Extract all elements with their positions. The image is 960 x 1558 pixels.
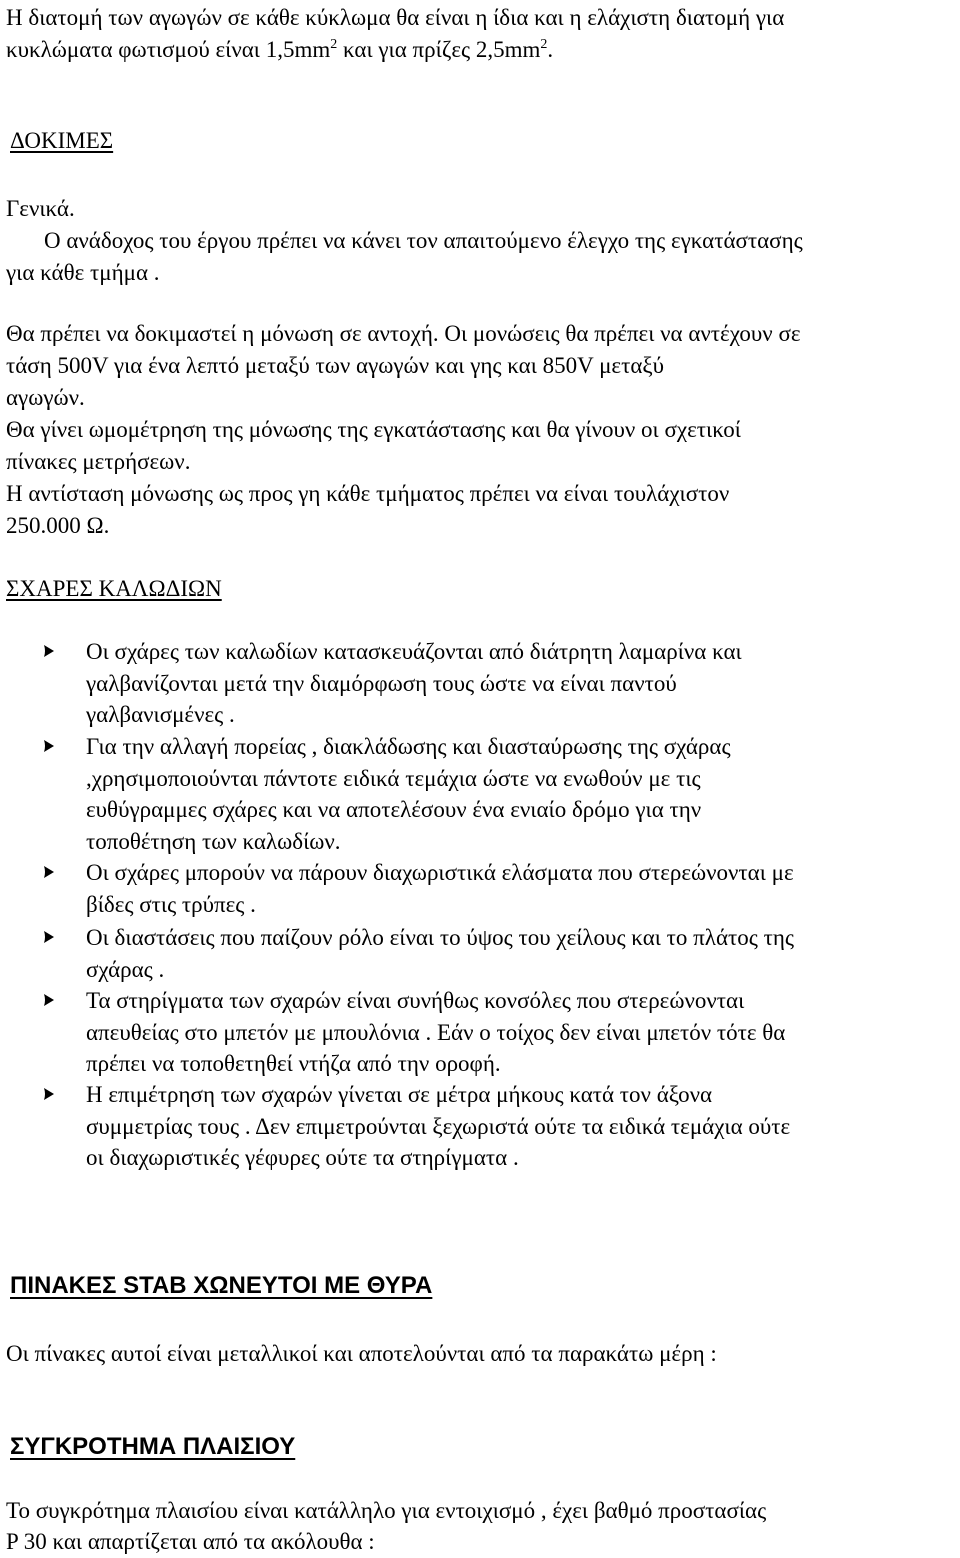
bullet-text-line: ,χρησιμοποιούνται πάντοτε ειδικά τεμάχια ώστε να ενωθούν με τις: [86, 766, 701, 791]
bullet-text-line: Η επιμέτρηση των σχαρών γίνεται σε μέτρα μήκους κατά τον άξονα: [86, 1082, 713, 1107]
tests-paragraph-3-line-1: Θα γίνει ωμομέτρηση της μόνωσης της εγκατάστασης και θα γίνουν οι σχετικοί: [6, 417, 741, 442]
bullet-icon: [42, 930, 56, 944]
intro-line-2-c: .: [547, 37, 554, 62]
bullet-icon: [42, 865, 56, 879]
bullet-icon: [42, 644, 56, 658]
bullet-text-line: Οι σχάρες μπορούν να πάρουν διαχωριστικά ελάσματα που στερεώνονται με: [86, 860, 794, 885]
tests-paragraph-3-line-2: πίνακες μετρήσεων.: [6, 449, 191, 474]
tests-paragraph-2-line-3: αγωγών.: [6, 385, 85, 410]
bullet-text-line: τοποθέτηση των καλωδίων.: [86, 829, 341, 854]
frame-heading: ΣΥΓΚΡΟΤΗΜΑ ΠΛΑΙΣΙΟΥ: [10, 1433, 296, 1460]
bullet-text-line: Για την αλλαγή πορείας , διακλάδωσης και διασταύρωσης της σχάρας: [86, 734, 731, 759]
bullet-text-line: συμμετρίας τους . Δεν επιμετρούνται ξεχωριστά ούτε τα ειδικά τεμάχια ούτε: [86, 1114, 791, 1139]
intro-line-2-b: και για πρίζες 2,5mm: [337, 37, 541, 62]
superscript-2: 2: [540, 37, 548, 52]
bullet-text-line: πρέπει να τοποθετηθεί ντήζα από την οροφή.: [86, 1051, 501, 1076]
intro-line-2-a: κυκλώματα φωτισμού είναι 1,5mm: [6, 37, 331, 62]
bullet-text-line: Οι διαστάσεις που παίζουν ρόλο είναι το ύψος του χείλους και το πλάτος της: [86, 925, 794, 950]
bullet-icon: [42, 1087, 56, 1101]
tests-paragraph-1-line-2: για κάθε τμήμα .: [6, 260, 160, 285]
general-label: Γενικά.: [6, 196, 75, 221]
bullet-text-line: Οι σχάρες των καλωδίων κατασκευάζονται από διάτρητη λαμαρίνα και: [86, 639, 742, 664]
bullet-text-line: γαλβανίζονται μετά την διαμόρφωση τους ώστε να είναι παντού: [86, 671, 677, 696]
trays-heading: ΣΧΑΡΕΣ ΚΑΛΩΔΙΩΝ: [6, 576, 222, 601]
bullet-text-line: απευθείας στο μπετόν με μπουλόνια . Εάν ο τοίχος δεν είναι μπετόν τότε θα: [86, 1020, 786, 1045]
tests-paragraph-2-line-1: Θα πρέπει να δοκιμαστεί η μόνωση σε αντοχή. Οι μονώσεις θα πρέπει να αντέχουν σε: [6, 321, 801, 346]
panels-heading: ΠΙΝΑΚΕΣ STAB ΧΩΝΕΥΤΟΙ ΜΕ ΘΥΡΑ: [10, 1272, 433, 1299]
panels-text: Οι πίνακες αυτοί είναι μεταλλικοί και αποτελούνται από τα παρακάτω μέρη :: [6, 1341, 717, 1366]
frame-line-1: Το συγκρότημα πλαισίου είναι κατάλληλο για εντοιχισμό , έχει βαθμό προστασίας: [6, 1498, 767, 1523]
bullet-text-line: γαλβανισμένες .: [86, 702, 235, 727]
intro-line-1: Η διατομή των αγωγών σε κάθε κύκλωμα θα είναι η ίδια και η ελάχιστη διατομή για: [6, 5, 785, 30]
frame-line-2: P 30 και απαρτίζεται από τα ακόλουθα :: [6, 1529, 375, 1554]
tests-paragraph-2-line-2: τάση 500V για ένα λεπτό μεταξύ των αγωγών και γης και 850V μεταξύ: [6, 353, 665, 378]
tests-paragraph-4-line-2: 250.000 Ω.: [6, 513, 110, 538]
tests-paragraph-4-line-1: Η αντίσταση μόνωσης ως προς γη κάθε τμήματος πρέπει να είναι τουλάχιστον: [6, 481, 730, 506]
bullet-text-line: ευθύγραμμες σχάρες και να αποτελέσουν ένα ενιαίο δρόμο για την: [86, 797, 702, 822]
bullet-text-line: Τα στηρίγματα των σχαρών είναι συνήθως κονσόλες που στερεώνονται: [86, 988, 745, 1013]
bullet-icon: [42, 739, 56, 753]
bullet-text-line: σχάρας .: [86, 957, 165, 982]
bullet-icon: [42, 993, 56, 1007]
intro-line-2: [6, 34, 553, 66]
bullet-text-line: οι διαχωριστικές γέφυρες ούτε τα στηρίγματα .: [86, 1145, 519, 1170]
tests-heading: ΔΟΚΙΜΕΣ: [10, 128, 114, 153]
tests-paragraph-1-line-1: Ο ανάδοχος του έργου πρέπει να κάνει τον απαιτούμενο έλεγχο της εγκατάστασης: [44, 228, 803, 253]
superscript-2: 2: [330, 37, 338, 52]
bullet-text-line: βίδες στις τρύπες .: [86, 892, 256, 917]
